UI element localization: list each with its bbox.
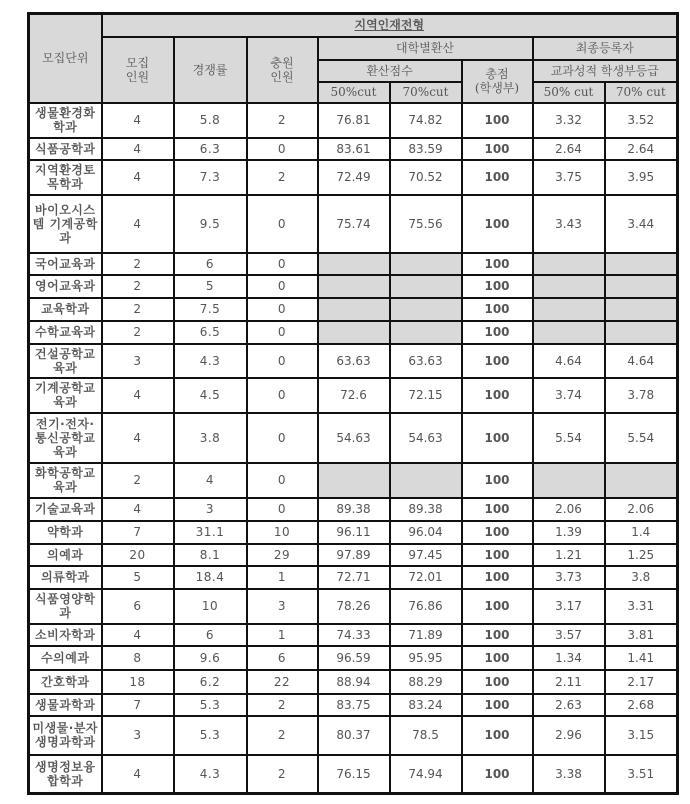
- total-score: 100: [462, 138, 533, 160]
- grade-cut70: [605, 321, 678, 344]
- recruit-count: 4: [102, 195, 174, 253]
- table-row: [29, 298, 678, 321]
- fill-count: 2: [247, 716, 318, 755]
- table-row: [29, 521, 678, 544]
- grade-cut50: 3.17: [533, 589, 605, 624]
- dept-name: 수학교육과: [29, 321, 102, 344]
- competition-rate: 3: [174, 498, 247, 521]
- score-cut70: [390, 298, 462, 321]
- total-score: 100: [462, 103, 533, 138]
- header-unit: 모집단위: [29, 14, 102, 103]
- grade-cut70: 3.81: [605, 624, 678, 646]
- header-cut70: 70%cut: [390, 82, 462, 103]
- fill-count: 0: [247, 498, 318, 521]
- fill-count: 2: [247, 694, 318, 716]
- score-cut50: 74.33: [318, 624, 390, 646]
- fill-count: 3: [247, 589, 318, 624]
- score-cut50: 75.74: [318, 195, 390, 253]
- competition-rate: 6.3: [174, 138, 247, 160]
- header-total: [462, 60, 533, 103]
- competition-rate: 6.2: [174, 670, 247, 694]
- score-cut70: 88.29: [390, 670, 462, 694]
- grade-cut50: [533, 253, 605, 275]
- header-competition: 경쟁률: [174, 37, 247, 103]
- score-cut50: [318, 253, 390, 275]
- recruit-count: 2: [102, 298, 174, 321]
- fill-count: 0: [247, 253, 318, 275]
- grade-cut70: [605, 275, 678, 298]
- score-cut70: 89.38: [390, 498, 462, 521]
- table-body: [29, 103, 678, 794]
- grade-cut50: [533, 321, 605, 344]
- header-grade-cut50: 50% cut: [533, 82, 605, 103]
- recruit-count: 5: [102, 566, 174, 589]
- recruit-count: 7: [102, 521, 174, 544]
- dept-name: 교육학과: [29, 298, 102, 321]
- fill-count: 2: [247, 160, 318, 195]
- score-cut70: 95.95: [390, 646, 462, 670]
- grade-cut50: 2.63: [533, 694, 605, 716]
- grade-cut50: [533, 275, 605, 298]
- competition-rate: 5.8: [174, 103, 247, 138]
- grade-cut70: 1.25: [605, 544, 678, 566]
- dept-name: 의예과: [29, 544, 102, 566]
- grade-cut70: 3.15: [605, 716, 678, 755]
- header-total-line1: 총점: [485, 67, 509, 81]
- total-score: 100: [462, 670, 533, 694]
- dept-name: 건설공학교육과: [29, 344, 102, 378]
- grade-cut70: 1.41: [605, 646, 678, 670]
- score-cut70: 74.82: [390, 103, 462, 138]
- header-fill: [247, 37, 318, 103]
- score-cut70: 71.89: [390, 624, 462, 646]
- grade-cut50: 3.38: [533, 755, 605, 794]
- dept-name: 미생물·분자 생명과학과: [29, 716, 102, 755]
- score-cut50: [318, 321, 390, 344]
- fill-count: 0: [247, 378, 318, 413]
- recruit-count: 4: [102, 624, 174, 646]
- dept-name: 약학과: [29, 521, 102, 544]
- score-cut70: [390, 321, 462, 344]
- fill-count: 0: [247, 298, 318, 321]
- header-recruit-line1: 모집: [125, 55, 150, 70]
- header-final-registrant: 최종등록자: [533, 37, 678, 60]
- score-cut50: 72.49: [318, 160, 390, 195]
- table-row: [29, 498, 678, 521]
- fill-count: 2: [247, 755, 318, 794]
- grade-cut50: 2.11: [533, 670, 605, 694]
- dept-name: 소비자학과: [29, 624, 102, 646]
- grade-cut70: 1.4: [605, 521, 678, 544]
- competition-rate: 6.5: [174, 321, 247, 344]
- recruit-count: 20: [102, 544, 174, 566]
- grade-cut50: 2.64: [533, 138, 605, 160]
- fill-count: 2: [247, 103, 318, 138]
- grade-cut70: 3.52: [605, 103, 678, 138]
- score-cut50: 88.94: [318, 670, 390, 694]
- competition-rate: 5.3: [174, 694, 247, 716]
- fill-count: 1: [247, 566, 318, 589]
- grade-cut70: [605, 253, 678, 275]
- competition-rate: 18.4: [174, 566, 247, 589]
- dept-name: 바이오시스템 기계공학과: [29, 195, 102, 253]
- table-row: [29, 138, 678, 160]
- grade-cut70: 4.64: [605, 344, 678, 378]
- admission-results-table: [27, 12, 679, 795]
- recruit-count: 7: [102, 694, 174, 716]
- total-score: 100: [462, 298, 533, 321]
- recruit-count: 8: [102, 646, 174, 670]
- table-title: 지역인재전형: [102, 14, 678, 37]
- recruit-count: 2: [102, 253, 174, 275]
- total-score: 100: [462, 253, 533, 275]
- table-row: [29, 160, 678, 195]
- grade-cut50: 3.75: [533, 160, 605, 195]
- grade-cut70: 3.51: [605, 755, 678, 794]
- grade-cut50: 3.32: [533, 103, 605, 138]
- grade-cut70: 2.68: [605, 694, 678, 716]
- competition-rate: 5.3: [174, 716, 247, 755]
- score-cut50: 83.61: [318, 138, 390, 160]
- grade-cut50: 3.43: [533, 195, 605, 253]
- table-row: [29, 103, 678, 138]
- score-cut50: 72.71: [318, 566, 390, 589]
- fill-count: 6: [247, 646, 318, 670]
- competition-rate: 4.5: [174, 378, 247, 413]
- score-cut70: [390, 275, 462, 298]
- grade-cut70: 2.64: [605, 138, 678, 160]
- grade-cut50: 1.39: [533, 521, 605, 544]
- dept-name: 전기·전자·통신공학교육과: [29, 413, 102, 463]
- dept-name: 식품영양학과: [29, 589, 102, 624]
- score-cut50: 83.75: [318, 694, 390, 716]
- table-row: [29, 413, 678, 463]
- table-row: [29, 694, 678, 716]
- table-row: [29, 566, 678, 589]
- fill-count: 0: [247, 138, 318, 160]
- recruit-count: 3: [102, 716, 174, 755]
- table-row: [29, 344, 678, 378]
- grade-cut50: [533, 463, 605, 498]
- table-row: [29, 646, 678, 670]
- grade-cut70: 2.06: [605, 498, 678, 521]
- grade-cut50: 3.74: [533, 378, 605, 413]
- score-cut50: 76.15: [318, 755, 390, 794]
- competition-rate: 6: [174, 253, 247, 275]
- competition-rate: 31.1: [174, 521, 247, 544]
- recruit-count: 18: [102, 670, 174, 694]
- table-row: [29, 195, 678, 253]
- dept-name: 수의예과: [29, 646, 102, 670]
- table-row: [29, 716, 678, 755]
- header-recruit: [102, 37, 174, 103]
- dept-name: 의류학과: [29, 566, 102, 589]
- dept-name: 화학공학교육과: [29, 463, 102, 498]
- fill-count: 0: [247, 413, 318, 463]
- recruit-count: 2: [102, 275, 174, 298]
- score-cut70: 96.04: [390, 521, 462, 544]
- table-row: [29, 463, 678, 498]
- grade-cut50: 1.34: [533, 646, 605, 670]
- dept-name: 식품공학과: [29, 138, 102, 160]
- table-row: [29, 670, 678, 694]
- score-cut50: 96.59: [318, 646, 390, 670]
- score-cut50: [318, 298, 390, 321]
- header-fill-line2: 인원: [270, 69, 294, 84]
- recruit-count: 2: [102, 463, 174, 498]
- header-recruit-line2: 인원: [125, 69, 150, 84]
- total-score: 100: [462, 624, 533, 646]
- header-fill-line1: 충원: [270, 55, 294, 70]
- score-cut70: 63.63: [390, 344, 462, 378]
- fill-count: 0: [247, 321, 318, 344]
- grade-cut50: 5.54: [533, 413, 605, 463]
- fill-count: 10: [247, 521, 318, 544]
- competition-rate: 9.6: [174, 646, 247, 670]
- score-cut50: [318, 463, 390, 498]
- score-cut70: 75.56: [390, 195, 462, 253]
- total-score: 100: [462, 544, 533, 566]
- dept-name: 기술교육과: [29, 498, 102, 521]
- score-cut70: 78.5: [390, 716, 462, 755]
- grade-cut70: [605, 463, 678, 498]
- score-cut70: 72.01: [390, 566, 462, 589]
- total-score: 100: [462, 589, 533, 624]
- competition-rate: 4: [174, 463, 247, 498]
- total-score: 100: [462, 646, 533, 670]
- score-cut70: 70.52: [390, 160, 462, 195]
- table-row: [29, 378, 678, 413]
- recruit-count: 4: [102, 755, 174, 794]
- grade-cut50: 3.73: [533, 566, 605, 589]
- competition-rate: 3.8: [174, 413, 247, 463]
- header-cut50: 50%cut: [318, 82, 390, 103]
- recruit-count: 4: [102, 413, 174, 463]
- competition-rate: 6: [174, 624, 247, 646]
- fill-count: 0: [247, 275, 318, 298]
- score-cut70: 54.63: [390, 413, 462, 463]
- grade-cut50: 4.64: [533, 344, 605, 378]
- score-cut70: 74.94: [390, 755, 462, 794]
- fill-count: 0: [247, 463, 318, 498]
- grade-cut70: 3.44: [605, 195, 678, 253]
- recruit-count: 3: [102, 344, 174, 378]
- fill-count: 1: [247, 624, 318, 646]
- score-cut50: 80.37: [318, 716, 390, 755]
- table-row: [29, 275, 678, 298]
- grade-cut70: 3.95: [605, 160, 678, 195]
- total-score: 100: [462, 463, 533, 498]
- dept-name: 간호학과: [29, 670, 102, 694]
- score-cut70: 72.15: [390, 378, 462, 413]
- recruit-count: 4: [102, 498, 174, 521]
- dept-name: 생명정보융합학과: [29, 755, 102, 794]
- total-score: 100: [462, 344, 533, 378]
- recruit-count: 2: [102, 321, 174, 344]
- recruit-count: 4: [102, 160, 174, 195]
- competition-rate: 4.3: [174, 755, 247, 794]
- header-univ-conversion: 대학별환산: [318, 37, 533, 60]
- table-row: [29, 589, 678, 624]
- total-score: 100: [462, 498, 533, 521]
- score-cut70: 83.24: [390, 694, 462, 716]
- competition-rate: 8.1: [174, 544, 247, 566]
- header-total-line2: (학생부): [474, 81, 520, 95]
- fill-count: 0: [247, 344, 318, 378]
- grade-cut50: 3.57: [533, 624, 605, 646]
- competition-rate: 4.3: [174, 344, 247, 378]
- competition-rate: 5: [174, 275, 247, 298]
- total-score: 100: [462, 755, 533, 794]
- total-score: 100: [462, 566, 533, 589]
- grade-cut70: 3.31: [605, 589, 678, 624]
- competition-rate: 7.5: [174, 298, 247, 321]
- score-cut50: 72.6: [318, 378, 390, 413]
- grade-cut70: 2.17: [605, 670, 678, 694]
- table-row: [29, 755, 678, 794]
- grade-cut70: [605, 298, 678, 321]
- grade-cut70: 3.8: [605, 566, 678, 589]
- total-score: 100: [462, 413, 533, 463]
- fill-count: 0: [247, 195, 318, 253]
- recruit-count: 4: [102, 103, 174, 138]
- score-cut50: 76.81: [318, 103, 390, 138]
- score-cut50: 54.63: [318, 413, 390, 463]
- total-score: 100: [462, 694, 533, 716]
- dept-name: 생물환경화학과: [29, 103, 102, 138]
- competition-rate: 10: [174, 589, 247, 624]
- dept-name: 지역환경토목학과: [29, 160, 102, 195]
- score-cut50: 78.26: [318, 589, 390, 624]
- table-row: [29, 321, 678, 344]
- total-score: 100: [462, 378, 533, 413]
- score-cut50: 63.63: [318, 344, 390, 378]
- total-score: 100: [462, 321, 533, 344]
- score-cut50: 97.89: [318, 544, 390, 566]
- score-cut70: [390, 463, 462, 498]
- competition-rate: 9.5: [174, 195, 247, 253]
- dept-name: 영어교육과: [29, 275, 102, 298]
- total-score: 100: [462, 195, 533, 253]
- recruit-count: 6: [102, 589, 174, 624]
- header-converted-score: 환산점수: [318, 60, 462, 82]
- score-cut50: 89.38: [318, 498, 390, 521]
- total-score: 100: [462, 275, 533, 298]
- score-cut50: [318, 275, 390, 298]
- total-score: 100: [462, 716, 533, 755]
- grade-cut50: 1.21: [533, 544, 605, 566]
- table-row: [29, 544, 678, 566]
- grade-cut70: 3.78: [605, 378, 678, 413]
- fill-count: 29: [247, 544, 318, 566]
- header-grade-label: 교과성적 학생부등급: [533, 60, 678, 82]
- total-score: 100: [462, 160, 533, 195]
- score-cut70: 83.59: [390, 138, 462, 160]
- score-cut70: 97.45: [390, 544, 462, 566]
- grade-cut50: 2.06: [533, 498, 605, 521]
- score-cut70: 76.86: [390, 589, 462, 624]
- competition-rate: 7.3: [174, 160, 247, 195]
- table-row: [29, 624, 678, 646]
- fill-count: 22: [247, 670, 318, 694]
- grade-cut50: [533, 298, 605, 321]
- total-score: 100: [462, 521, 533, 544]
- dept-name: 국어교육과: [29, 253, 102, 275]
- header-grade-cut70: 70% cut: [605, 82, 678, 103]
- grade-cut50: 2.96: [533, 716, 605, 755]
- recruit-count: 4: [102, 378, 174, 413]
- score-cut70: [390, 253, 462, 275]
- recruit-count: 4: [102, 138, 174, 160]
- dept-name: 기계공학교육과: [29, 378, 102, 413]
- dept-name: 생물과학과: [29, 694, 102, 716]
- table-row: [29, 253, 678, 275]
- grade-cut70: 5.54: [605, 413, 678, 463]
- score-cut50: 96.11: [318, 521, 390, 544]
